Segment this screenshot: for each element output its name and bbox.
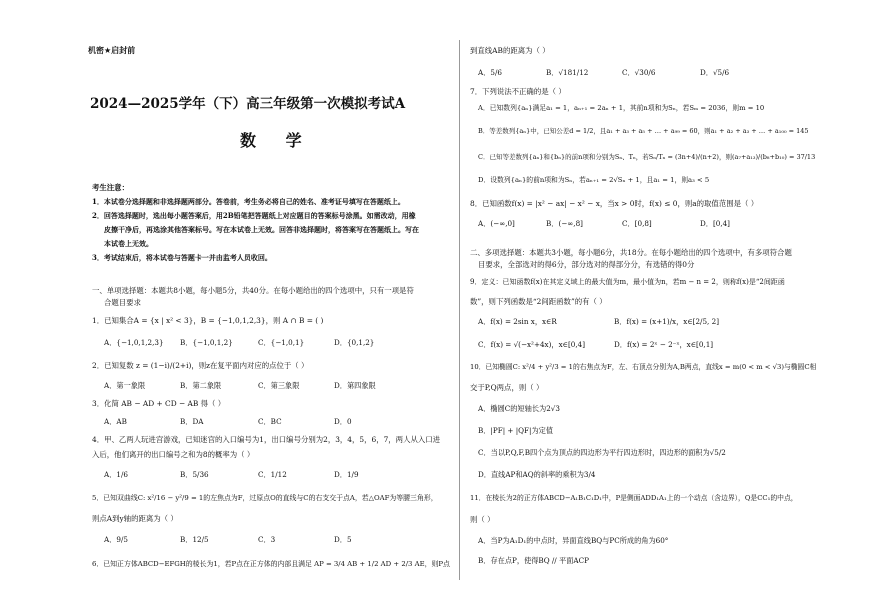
note-item: 皮擦干净后，再选涂其他答案标号。写在本试卷上无效。回答非选择题时，将答案写在答题纸上。写在: [104, 225, 419, 234]
section2-heading-cont: 目要求，全部选对的得6分，部分选对的得部分分，有选错的得0分: [478, 260, 695, 269]
question-stem: 5．已知双曲线C: x²/16 − y²/9 = 1的左焦点为F，过原点O的直线与C的右支交于点A，若△OAF为等腰三角形，: [92, 494, 438, 502]
option-c: C．BC: [258, 417, 282, 426]
option-a: A．{−1,0,1,2,3}: [104, 338, 164, 347]
section2-heading: 二、多项选择题：本题共3小题，每小题6分，共18分。在每小题给出的四个选项中，有多项符合题: [470, 248, 792, 257]
option-d: D．设数列{aₙ}的前n项和为Sₙ，若aₙ₊₁ = 2√Sₙ + 1，且a₁ = 1，则a₃ < 5: [478, 176, 710, 184]
option-a: A．已知数列{aₙ}满足a₁ = 1，aₙ₊₁ = 2aₙ + 1，其前n项和为Sₙ，若Sₘ = 2036，则m = 10: [478, 104, 765, 112]
question-stem: 10．已知椭圆C: x²/4 + y²/3 = 1的右焦点为F，左、右顶点分别为A,B两点，直线x = m(0 < m < √3)与椭圆C相: [470, 363, 817, 371]
option-b: B．5/36: [180, 470, 209, 479]
question-stem-cont: 数”，则下列函数是“2间距函数”的有（ ）: [470, 297, 607, 306]
option-c: C．已知等差数列{aₙ}和{bₙ}的前n项和分别为Sₙ、Tₙ，若Sₙ/Tₙ = (3n+4)/(n+2)，则(a₇+a₁₃)/(b₈+b₁₀) = 37/13: [478, 153, 816, 161]
option-d: D．{0,1,2}: [334, 338, 375, 347]
question-stem: 1．已知集合A = {x | x² < 3}，B = {−1,0,1,2,3}，则 A ∩ B = ( ): [92, 316, 324, 325]
option-b: B．12/5: [180, 535, 209, 544]
option-d: D．第四象限: [334, 381, 376, 390]
option-b: B．√181/12: [546, 68, 589, 77]
question-stem-cont: 则点A到y轴的距离为（ ）: [92, 514, 178, 523]
notes-heading: 考生注意：: [92, 183, 129, 192]
option-a: A．椭圆C的短轴长为2√3: [478, 404, 560, 413]
option-c: C．当以P,Q,F,B四个点为顶点的四边形为平行四边形时，四边形的面积为√5/2: [478, 448, 726, 457]
note-item: 3．考试结束后，将本试卷与答题卡一并由监考人员收回。: [92, 253, 272, 262]
option-d: D．0: [334, 417, 352, 426]
question-stem: 9．定义：已知函数f(x)在其定义域上的最大值为m，最小值为n，若m − n = 2，则称f(x)是“2间距函: [470, 278, 785, 286]
question-stem: 8．已知函数f(x) = |x² − ax| − x² − x，当x > 0时，f(x) ≤ 0，则a的取值范围是（ ）: [470, 199, 759, 208]
option-b: B．第二象限: [180, 381, 222, 390]
option-b: B．f(x) = (x+1)/x，x∈[2/5, 2]: [614, 317, 719, 326]
option-d: D．直线AP和AQ的斜率的乘积为3/4: [478, 470, 596, 479]
option-d: D．f(x) = 2ˣ − 2⁻ˣ，x∈[0,1]: [614, 340, 714, 349]
question-stem: 11．在棱长为2的正方体ABCD−A₁B₁C₁D₁中，P是侧面ADD₁A₁上的一个动点（含边界），Q是CC₁的中点，: [470, 494, 798, 502]
option-c: C．[0,8]: [622, 219, 652, 228]
option-a: A．9/5: [104, 535, 128, 544]
option-c: C．3: [258, 535, 276, 544]
exam-title: 2024—2025学年（下）高三年级第一次模拟考试A: [90, 96, 406, 112]
section1-heading-cont: 合题目要求: [104, 298, 141, 307]
option-a: A．5/6: [478, 68, 502, 77]
option-a: A．第一象限: [104, 381, 146, 390]
question-stem: 3．化简 AB − AD + CD − AB 得（ ）: [92, 399, 226, 408]
subject-title: 数 学: [240, 131, 314, 150]
option-c: C．{−1,0,1}: [258, 338, 305, 347]
question-stem-cont: 交于P,Q两点，则（ ）: [470, 383, 544, 392]
note-item: 本试卷上无效。: [104, 239, 153, 248]
option-d: D．√5/6: [700, 68, 730, 77]
confidential-label: 机密★启封前: [88, 46, 136, 55]
question-stem-cont: 则（ ）: [470, 515, 495, 524]
option-d: D．1/9: [334, 470, 359, 479]
option-c: C．√30/6: [622, 68, 656, 77]
option-d: D．[0,4]: [700, 219, 730, 228]
question-stem: 7．下列说法不正确的是（ ）: [470, 87, 566, 96]
option-c: C．1/12: [258, 470, 287, 479]
question-stem-cont: 到直线AB的距离为（ ）: [470, 46, 550, 55]
option-a: A．1/6: [104, 470, 128, 479]
note-item: 2．回答选择题时，选出每小题答案后，用2B铅笔把答题纸上对应题目的答案标号涂黑。如需改动，用橡: [92, 211, 416, 220]
option-b: B．|PF| + |QF|为定值: [478, 426, 554, 435]
question-stem: 2．已知复数 z = (1−i)/(2+i)，则z在复平面内对应的点位于（ ）: [92, 361, 309, 370]
option-c: C．第三象限: [258, 381, 300, 390]
column-divider: [459, 40, 460, 580]
option-d: D．5: [334, 535, 352, 544]
option-a: A．当P为A₁D₁的中点时，异面直线BQ与PC所成的角为60°: [478, 536, 669, 545]
option-b: B．存在点P，使得BQ // 平面ACP: [478, 556, 589, 565]
question-stem: 6．已知正方体ABCD−EFGH的棱长为1，若P点在正方体的内部且满足 AP = 3/4 AB + 1/2 AD + 2/3 AE，则P点: [92, 560, 450, 568]
option-b: B．等差数列{aₙ}中，已知公差d = 1/2，且a₁ + a₃ + a₅ + … + a₉₉ = 60，则a₁ + a₂ + a₃ + … + a₁₀₀ = 145: [478, 127, 809, 135]
option-b: B．DA: [180, 417, 204, 426]
note-item: 1．本试卷分选择题和非选择题两部分。答卷前，考生务必将自己的姓名、准考证号填写在答题纸上。: [92, 197, 405, 206]
option-b: B．(−∞,8]: [546, 219, 583, 228]
option-a: A．f(x) = 2sin x，x∈R: [478, 317, 557, 326]
question-stem: 4．甲、乙两人玩进宫游戏，已知迷宫的入口编号为1，出口编号分别为2，3，4，5，6，7，两人从入口进: [92, 435, 441, 444]
option-c: C．f(x) = √(−x²+4x)，x∈[0,4]: [478, 340, 585, 349]
option-b: B．{−1,0,1,2}: [180, 338, 233, 347]
section1-heading: 一、单项选择题：本题共8小题，每小题5分，共40分。在每小题给出的四个选项中，只有一项是符: [92, 286, 414, 295]
question-stem-cont: 入后，他们离开的出口编号之和为8的概率为（ ）: [92, 450, 255, 459]
option-a: A．AB: [104, 417, 127, 426]
option-a: A．(−∞,0]: [478, 219, 515, 228]
